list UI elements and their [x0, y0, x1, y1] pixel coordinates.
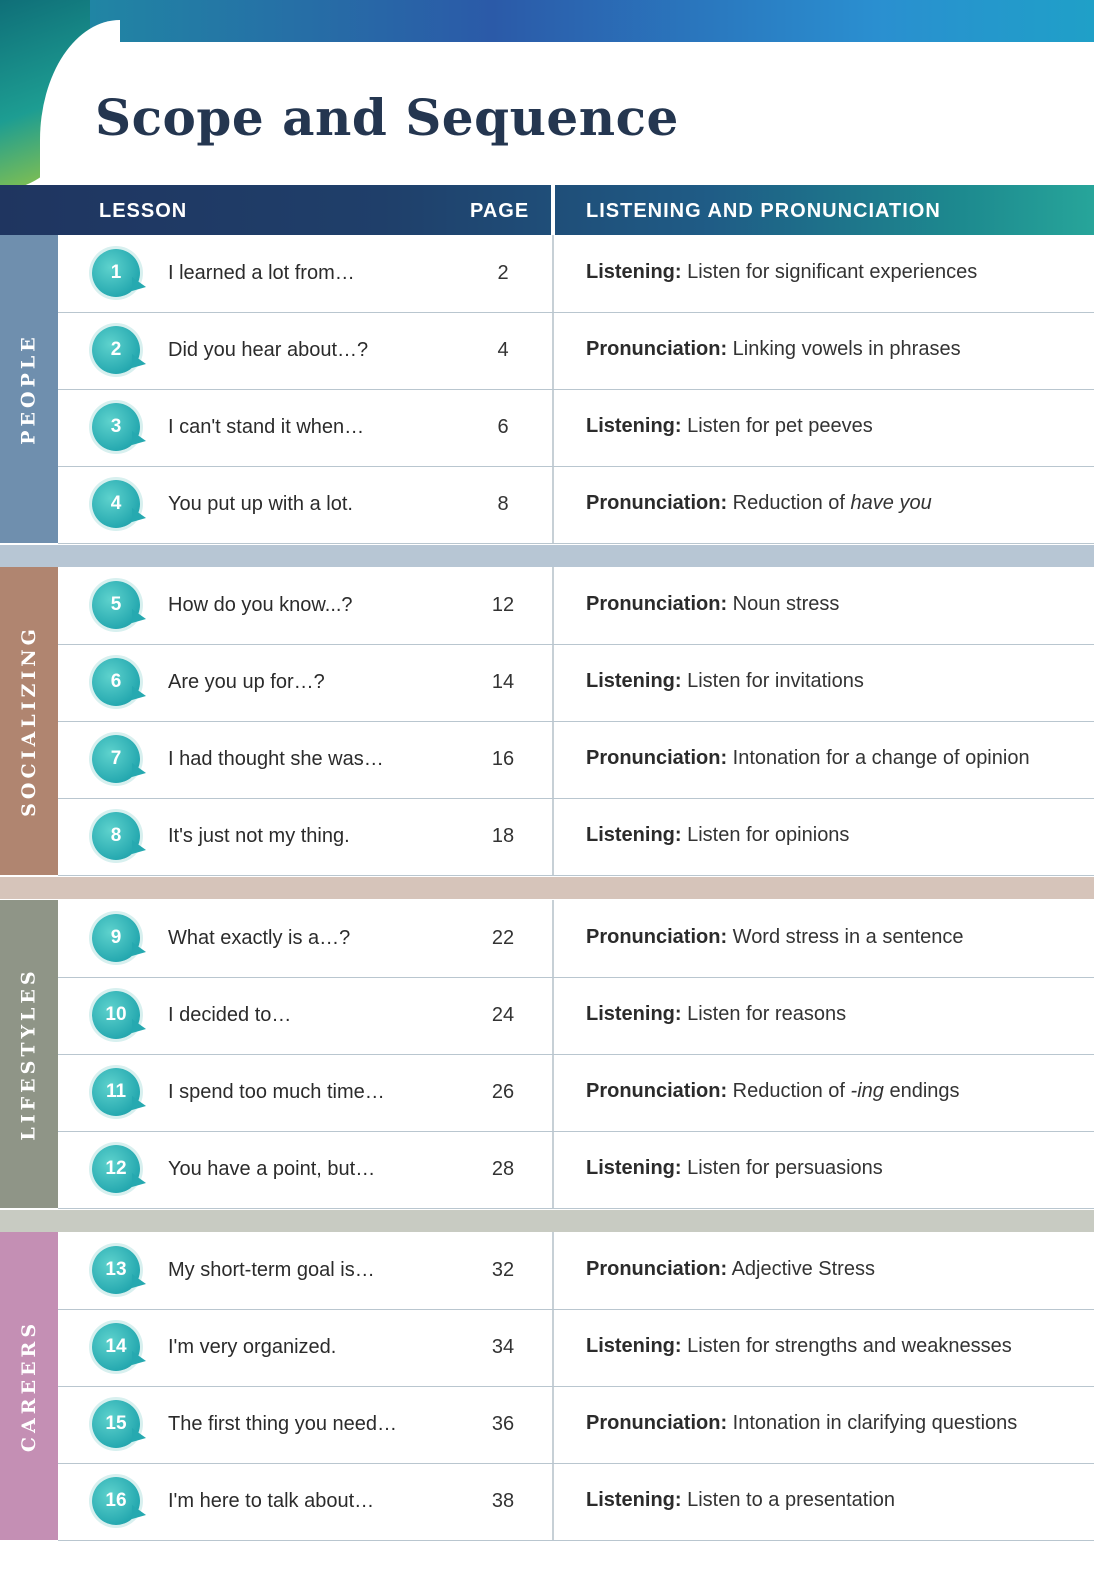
lesson-number-badge — [92, 1400, 142, 1450]
skill-type: Listening: — [586, 415, 682, 437]
lesson-title: I learned a lot from… — [168, 262, 355, 284]
lesson-title: I can't stand it when… — [168, 416, 365, 438]
table-row — [58, 900, 1094, 978]
listening-pronunciation-cell — [586, 261, 977, 284]
table-row — [58, 1131, 1094, 1209]
page-number: 16 — [491, 748, 515, 770]
unit-label-container — [0, 235, 58, 543]
table-row — [58, 312, 1094, 390]
unit-label: LIFESTYLES — [18, 967, 40, 1141]
table-row — [58, 977, 1094, 1055]
unit-label: SOCIALIZING — [18, 625, 40, 817]
skill-description-italic: have you — [850, 492, 932, 514]
lesson-number-badge — [92, 1145, 142, 1195]
listening-pronunciation-cell — [586, 824, 849, 847]
skill-type: Listening: — [586, 261, 682, 283]
skill-description: Listen for reasons — [687, 1003, 847, 1025]
page-number: 12 — [491, 594, 515, 616]
unit-separator — [0, 877, 1094, 899]
listening-pronunciation-cell — [586, 1157, 883, 1180]
lesson-number-badge — [92, 1323, 142, 1373]
lesson-number: 12 — [105, 1158, 127, 1179]
unit-separator — [0, 545, 1094, 567]
table-row — [58, 798, 1094, 876]
skill-description: Listen for strengths and weaknesses — [687, 1335, 1012, 1357]
header-lesson: LESSON — [99, 200, 188, 222]
page-number: 8 — [497, 493, 509, 515]
lesson-number: 8 — [110, 825, 122, 846]
unit-separator — [0, 1210, 1094, 1232]
page-title: Scope and Sequence — [95, 88, 679, 147]
lesson-title: The first thing you need… — [168, 1413, 398, 1435]
page-number: 2 — [497, 262, 509, 284]
skill-type: Listening: — [586, 1335, 682, 1357]
header-page: PAGE — [470, 200, 530, 222]
lesson-number: 11 — [105, 1081, 127, 1102]
listening-pronunciation-cell — [586, 1335, 1012, 1358]
listening-pronunciation-cell — [586, 415, 873, 438]
skill-description: Listen for persuasions — [687, 1157, 883, 1179]
page-number: 4 — [497, 339, 509, 361]
lesson-title: What exactly is a…? — [168, 927, 351, 949]
lesson-number-badge — [92, 480, 142, 530]
lesson-number: 14 — [105, 1336, 127, 1357]
listening-pronunciation-cell — [586, 1080, 960, 1103]
lesson-number-badge — [92, 812, 142, 862]
lesson-number-badge — [92, 991, 142, 1041]
skill-type: Pronunciation: — [586, 593, 728, 615]
lesson-title: Are you up for…? — [168, 671, 325, 693]
skill-type: Pronunciation: — [586, 1258, 728, 1280]
lesson-number: 16 — [105, 1490, 127, 1511]
table-row — [58, 1054, 1094, 1132]
skill-description-italic: -ing — [850, 1080, 884, 1102]
top-decorative-band — [0, 0, 1094, 42]
table-row — [58, 389, 1094, 467]
lesson-title: I'm here to talk about… — [168, 1490, 375, 1512]
skill-description: Linking vowels in phrases — [732, 338, 961, 360]
lesson-number: 7 — [110, 748, 122, 769]
lesson-number-badge — [92, 1477, 142, 1527]
lesson-number-badge — [92, 1068, 142, 1118]
lesson-title: My short-term goal is… — [168, 1259, 375, 1281]
table-row — [58, 1463, 1094, 1541]
lesson-title: I decided to… — [168, 1004, 292, 1026]
lesson-title: I had thought she was… — [168, 748, 384, 770]
lesson-title: You have a point, but… — [168, 1158, 376, 1180]
skill-type: Pronunciation: — [586, 1412, 728, 1434]
skill-type: Pronunciation: — [586, 338, 728, 360]
skill-description: Intonation for a change of opinion — [732, 747, 1030, 769]
skill-type: Listening: — [586, 1003, 682, 1025]
page-number: 22 — [491, 927, 515, 949]
listening-pronunciation-cell — [586, 1412, 1017, 1435]
unit-label-container — [0, 1232, 58, 1540]
lesson-number: 10 — [105, 1004, 127, 1025]
page-number: 14 — [491, 671, 515, 693]
page-number: 26 — [491, 1081, 515, 1103]
skill-type: Pronunciation: — [586, 492, 728, 514]
lesson-number-badge — [92, 403, 142, 453]
page-number: 28 — [491, 1158, 515, 1180]
unit-label: CAREERS — [18, 1319, 41, 1453]
lesson-number-badge — [92, 735, 142, 785]
page-number: 38 — [491, 1490, 515, 1512]
lesson-number: 4 — [110, 493, 122, 514]
lesson-title: Did you hear about…? — [168, 339, 369, 361]
skill-description: Listen for opinions — [687, 824, 850, 846]
page-number: 36 — [491, 1413, 515, 1435]
table-row — [58, 1232, 1094, 1310]
unit-label-container — [0, 567, 58, 875]
lesson-number: 15 — [105, 1413, 127, 1434]
skill-description: Word stress in a sentence — [732, 926, 964, 948]
lesson-number-badge — [92, 658, 142, 708]
page-number: 34 — [491, 1336, 515, 1358]
listening-pronunciation-cell — [586, 926, 964, 949]
listening-pronunciation-cell — [586, 670, 864, 693]
listening-pronunciation-cell — [586, 747, 1030, 770]
lesson-title: How do you know...? — [168, 594, 353, 616]
skill-description: Listen to a presentation — [687, 1489, 896, 1511]
skill-type: Listening: — [586, 824, 682, 846]
table-row — [58, 1386, 1094, 1464]
skill-type: Listening: — [586, 1157, 682, 1179]
header-listening-pronunciation: LISTENING AND PRONUNCIATION — [586, 200, 941, 222]
listening-pronunciation-cell — [586, 1258, 875, 1281]
skill-description: Noun stress — [732, 593, 840, 615]
skill-description: Listen for significant experiences — [687, 261, 978, 283]
page-number: 24 — [491, 1004, 515, 1026]
table-row — [58, 644, 1094, 722]
lesson-title: It's just not my thing. — [168, 825, 350, 847]
table-row — [58, 721, 1094, 799]
lesson-number-badge — [92, 1246, 142, 1296]
skill-description: Intonation in clarifying questions — [732, 1412, 1018, 1434]
lesson-title: I spend too much time… — [168, 1081, 385, 1103]
unit-label: PEOPLE — [18, 333, 41, 445]
listening-pronunciation-cell — [586, 1003, 846, 1026]
lesson-number-badge — [92, 581, 142, 631]
table-row — [58, 235, 1094, 313]
skill-type: Pronunciation: — [586, 747, 728, 769]
lesson-number: 5 — [110, 594, 122, 615]
table-row — [58, 1309, 1094, 1387]
skill-description: Reduction of — [732, 1080, 845, 1102]
page-number: 6 — [497, 416, 509, 438]
header-divider — [551, 185, 555, 235]
unit-label-container — [0, 900, 58, 1208]
listening-pronunciation-cell — [586, 593, 839, 616]
skill-description: Adjective Stress — [731, 1258, 875, 1280]
lesson-number: 9 — [110, 927, 122, 948]
skill-type: Listening: — [586, 1489, 682, 1511]
lesson-number-badge — [92, 914, 142, 964]
lesson-number-badge — [92, 249, 142, 299]
lesson-number: 2 — [110, 339, 122, 360]
table-row — [58, 567, 1094, 645]
skill-description: Reduction of — [732, 492, 845, 514]
table-row — [58, 466, 1094, 544]
skill-description: Listen for invitations — [687, 670, 864, 692]
skill-type: Pronunciation: — [586, 926, 728, 948]
listening-pronunciation-cell — [586, 1489, 895, 1512]
lesson-number: 13 — [105, 1259, 127, 1280]
lesson-number: 1 — [110, 262, 122, 283]
listening-pronunciation-cell — [586, 492, 932, 515]
skill-type: Pronunciation: — [586, 1080, 728, 1102]
skill-description-after: endings — [889, 1080, 960, 1102]
lesson-title: I'm very organized. — [168, 1336, 337, 1358]
lesson-number-badge — [92, 326, 142, 376]
page-number: 32 — [491, 1259, 515, 1281]
lesson-number: 3 — [110, 416, 122, 437]
lesson-title: You put up with a lot. — [168, 493, 353, 515]
page-number: 18 — [491, 825, 515, 847]
skill-description: Listen for pet peeves — [687, 415, 873, 437]
listening-pronunciation-cell — [586, 338, 961, 361]
lesson-number: 6 — [110, 671, 122, 692]
skill-type: Listening: — [586, 670, 682, 692]
